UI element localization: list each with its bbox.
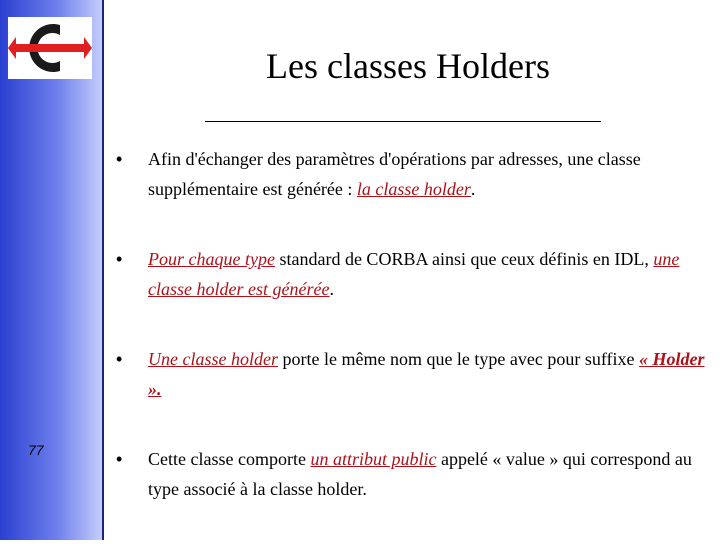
bullet-emphasis: la classe holder (356, 179, 471, 199)
bullet-item (116, 244, 706, 304)
bullet-part: Cette classe comporte (148, 449, 311, 469)
bullet-part: Afin d'échanger des paramètres d'opérations par adresses, une classe supplémentaire est générée : (148, 149, 641, 199)
slide-title: Les classes Holders (266, 46, 550, 86)
bullet-emphasis: une classe holder est générée (148, 249, 680, 299)
bullet-part: standard de CORBA ainsi que ceux définis en IDL, (274, 249, 654, 269)
bullet-item (116, 444, 706, 504)
bullet-dot-icon: • (116, 349, 123, 369)
bullet-emphasis: Une classe holder (148, 349, 278, 369)
bullet-emphasis: « Holder ». (148, 349, 705, 399)
bullet-part: porte le même nom que le type avec pour suffixe (277, 349, 640, 369)
bullet-text (148, 449, 692, 499)
sidebar (0, 0, 104, 540)
bullet-dot-icon: • (116, 149, 123, 169)
bullet-dot-icon: • (116, 249, 123, 269)
bullet-item (116, 144, 706, 204)
c-arrow-logo-icon (8, 17, 92, 79)
bullet-text (148, 149, 641, 199)
bullet-dot-icon: • (116, 449, 123, 469)
bullet-part: appelé « value » qui correspond au type associé à la classe holder. (148, 449, 692, 499)
bullet-text (148, 349, 705, 399)
bullet-emphasis: Pour chaque type (148, 249, 275, 269)
bullet-list (116, 144, 706, 544)
bullet-text (148, 249, 679, 299)
bullet-emphasis: un attribut public (310, 449, 437, 469)
page-number: 77 (28, 442, 44, 458)
title-divider (205, 121, 601, 122)
bullet-part: . (329, 279, 334, 299)
bullet-part: . (470, 179, 476, 199)
bullet-item (116, 344, 706, 404)
